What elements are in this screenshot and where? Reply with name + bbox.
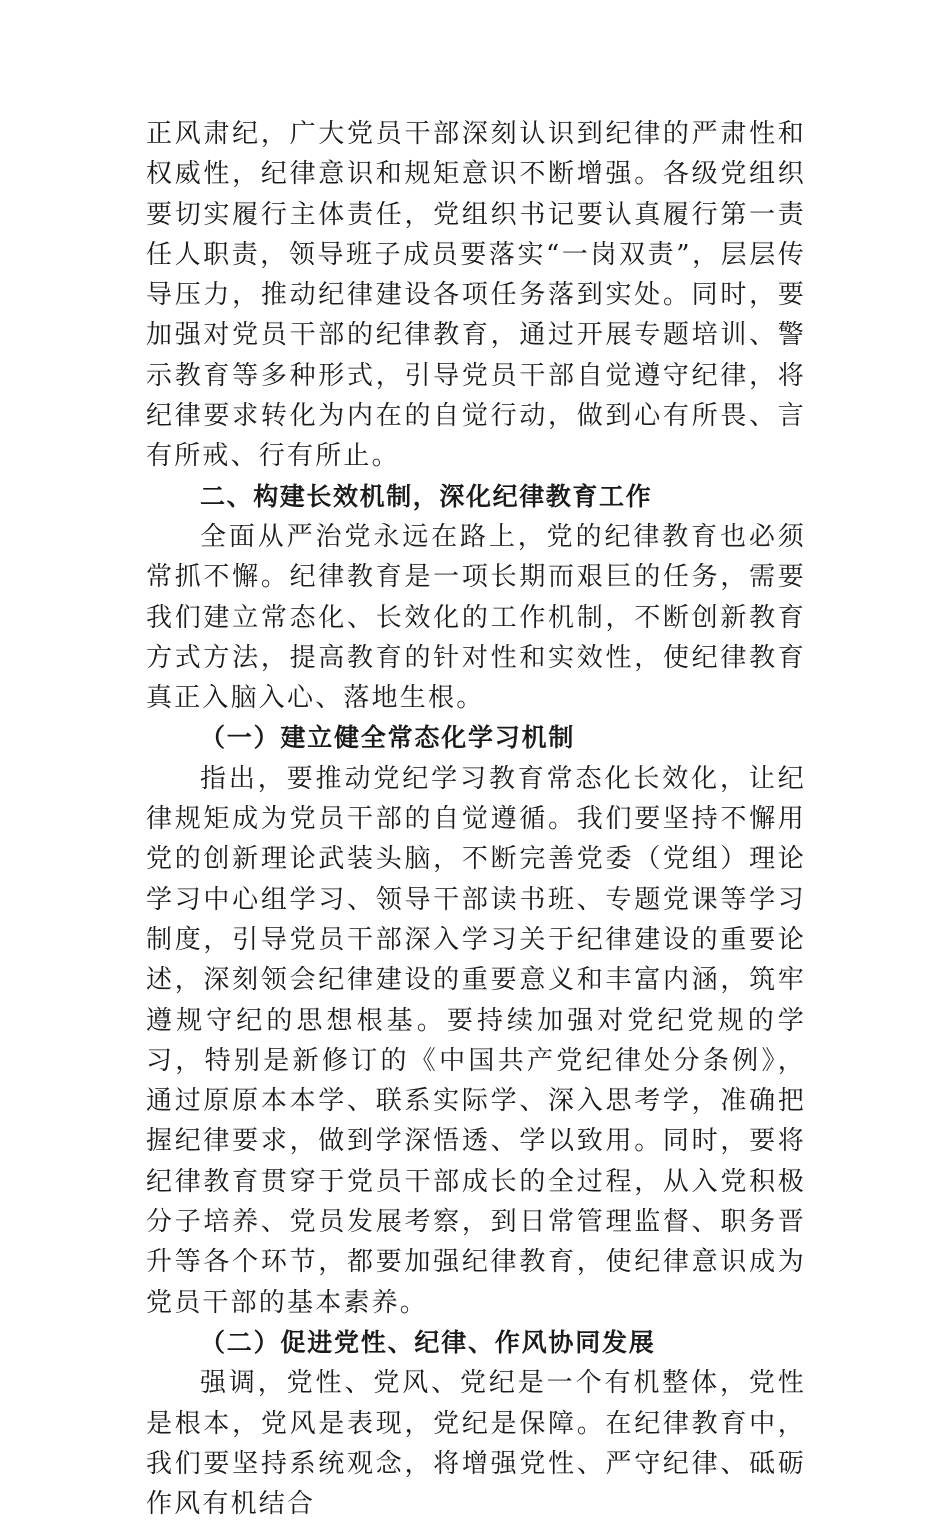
subsection-heading-1: （一）建立健全常态化学习机制 bbox=[200, 723, 576, 753]
paragraph-continued: 正风肃纪，广大党员干部深刻认识到纪律的严肃性和权威性，纪律意识和规矩意识不断增强。各级党组织要切实履行主体责任，党组织书记要认真履行第一责任人职责，领导班子成员要落实“一岗双责”，层层传导压力，推动纪律建设各项任务落到实处。同时，要加强对党员干部的纪律教育，通过开展专题培训、警示教育等多种形式，引导党员干部自觉遵守纪律，将纪律要求转化为内在的自觉行动，做到心有所畏、言有所戒、行有所止。 bbox=[146, 119, 806, 472]
paragraph-study-mechanism: 指出，要推动党纪学习教育常态化长效化，让纪律规矩成为党员干部的自觉遵循。我们要坚持不懈用党的创新理论武装头脑，不断完善党委（党组）理论学习中心组学习、领导干部读书班、专题党课等学习制度，引导党员干部深入学习关于纪律建设的重要论述，深刻领会纪律建设的重要意义和丰富内涵，筑牢遵规守纪的思想根基。要持续加强对党纪党规的学习，特别是新修订的《中国共产党纪律处分条例》，通过原原本本学、联系实际学、深入思考学，准确把握纪律要求，做到学深悟透、学以致用。同时，要将纪律教育贯穿于党员干部成长的全过程，从入党积极分子培养、党员发展考察，到日常管理监督、职务晋升等各个环节，都要加强纪律教育，使纪律意识成为党员干部的基本素养。 bbox=[146, 763, 806, 1318]
paragraph-party-spirit: 强调，党性、党风、党纪是一个有机整体，党性是根本，党风是表现，党纪是保障。在纪律教育中，我们要坚持系统观念，将增强党性、严守纪律、砥砺作风有机结合 bbox=[146, 1368, 806, 1520]
section-heading-2: 二、构建长效机制，深化纪律教育工作 bbox=[200, 481, 653, 511]
document-page bbox=[146, 114, 806, 1524]
paragraph-section-intro: 全面从严治党永远在路上，党的纪律教育也必须常抓不懈。纪律教育是一项长期而艰巨的任务，需要我们建立常态化、长效化的工作机制，不断创新教育方式方法，提高教育的针对性和实效性，使纪律教育真正入脑入心、落地生根。 bbox=[146, 521, 806, 714]
subsection-heading-2: （二）促进党性、纪律、作风协同发展 bbox=[200, 1327, 656, 1357]
